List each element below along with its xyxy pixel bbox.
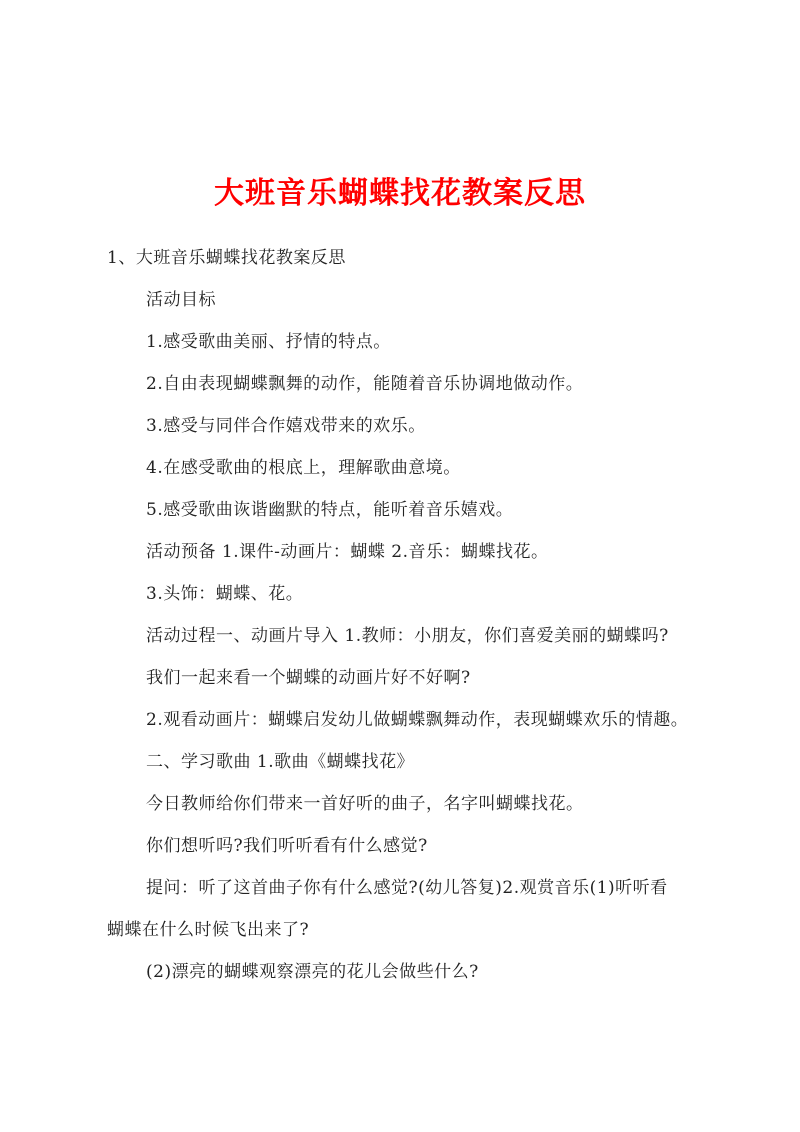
- paragraph-line: 3.感受与同伴合作嬉戏带来的欢乐。: [146, 416, 426, 436]
- paragraph-line: 活动预备 1.课件-动画片：蝴蝶 2.音乐：蝴蝶找花。: [146, 542, 549, 562]
- paragraph-line: (2)漂亮的蝴蝶观察漂亮的花儿会做些什么?: [146, 962, 479, 982]
- paragraph-line: 5.感受歌曲诙谐幽默的特点，能听着音乐嬉戏。: [146, 500, 514, 520]
- document-title: 大班音乐蝴蝶找花教案反思: [214, 176, 586, 211]
- paragraph-line: 蝴蝶在什么时候飞出来了?: [107, 920, 310, 940]
- paragraph-line: 2.自由表现蝴蝶飘舞的动作，能随着音乐协调地做动作。: [146, 374, 584, 394]
- paragraph-line: 提问：听了这首曲子你有什么感觉?(幼儿答复)2.观赏音乐(1)听听看: [146, 878, 668, 898]
- paragraph-line: 2.观看动画片：蝴蝶启发幼儿做蝴蝶飘舞动作，表现蝴蝶欢乐的情趣。: [146, 710, 689, 730]
- paragraph-line: 你们想听吗?我们听听看有什么感觉?: [146, 836, 428, 856]
- paragraph-line: 二、学习歌曲 1.歌曲《蝴蝶找花》: [146, 752, 415, 772]
- paragraph-line: 活动过程一、动画片导入 1.教师：小朋友，你们喜爱美丽的蝴蝶吗?: [146, 626, 669, 646]
- paragraph-line: 3.头饰：蝴蝶、花。: [146, 584, 304, 604]
- paragraph-line: 4.在感受歌曲的根底上，理解歌曲意境。: [146, 458, 461, 478]
- paragraph-line: 今日教师给你们带来一首好听的曲子，名字叫蝴蝶找花。: [146, 794, 584, 814]
- paragraph-line: 1.感受歌曲美丽、抒情的特点。: [146, 332, 391, 352]
- paragraph-line: 我们一起来看一个蝴蝶的动画片好不好啊?: [146, 668, 471, 688]
- section-heading: 1、大班音乐蝴蝶找花教案反思: [107, 248, 346, 268]
- paragraph-line: 活动目标: [146, 290, 216, 310]
